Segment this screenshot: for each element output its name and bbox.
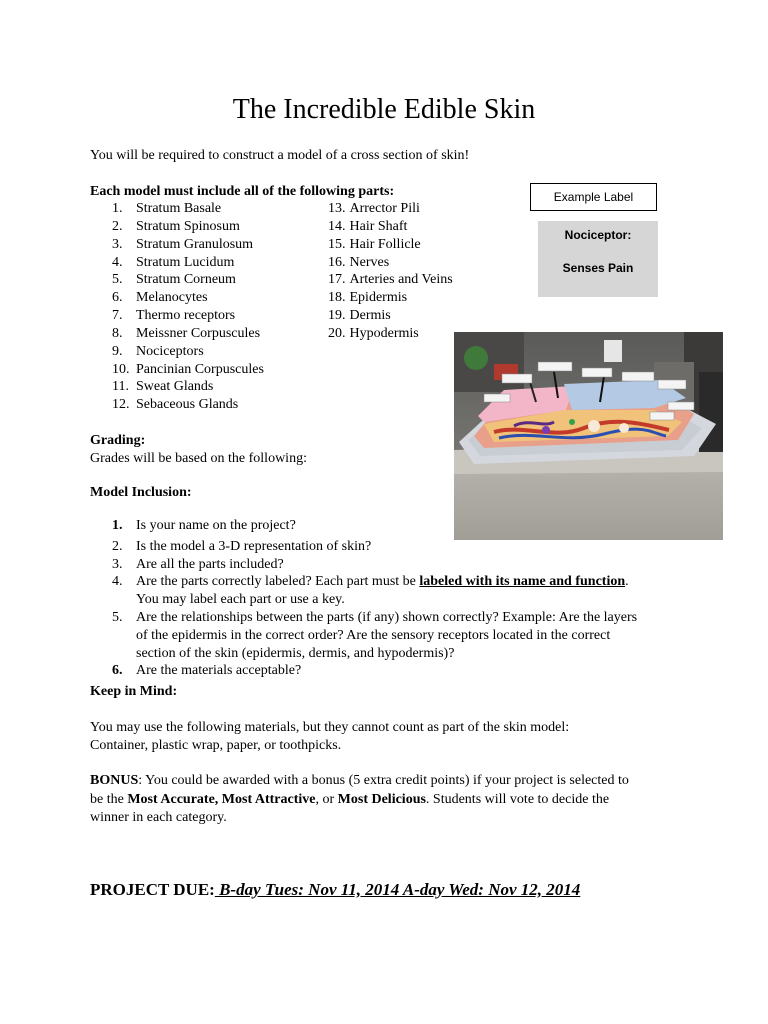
list-item-number: 13. (328, 201, 346, 216)
parts-heading: Each model must include all of the following parts: (90, 184, 395, 199)
bonus-text: be the (90, 792, 128, 807)
criteria-text: Is your name on the project? (136, 518, 296, 533)
bonus-paragraph (90, 771, 629, 790)
parts-list-left (112, 200, 264, 414)
list-item-label: Hair Shaft (349, 218, 408, 234)
criteria-text-part: . (625, 574, 629, 589)
list-item-label: Pancinian Corpuscules (136, 361, 264, 377)
list-item (328, 289, 453, 307)
list-item-number: 11. (112, 379, 129, 395)
list-item (328, 325, 453, 343)
list-item-number: 3. (112, 236, 123, 252)
list-item-label: Arteries and Veins (349, 272, 453, 288)
project-due (90, 879, 580, 901)
criteria-number: 5. (112, 610, 123, 625)
list-item-label: Stratum Corneum (136, 272, 236, 288)
criteria-text: You may label each part or use a key. (136, 592, 345, 607)
list-item-label: Nociceptors (136, 343, 204, 359)
criteria-text: Is the model a 3-D representation of skin? (136, 539, 372, 554)
grading-heading: Grading: (90, 433, 146, 448)
bonus-text: : You could be awarded with a bonus (5 extra credit points) if your project is selected to (138, 773, 629, 788)
list-item-number: 17. (328, 272, 346, 288)
bonus-text: . Students will vote to decide the (425, 792, 610, 807)
bonus-category: Most Delicious (337, 792, 426, 807)
list-item (328, 236, 453, 254)
list-item (328, 307, 453, 325)
list-item (112, 325, 264, 343)
list-item-label: Sweat Glands (136, 379, 214, 395)
bonus-category: Most Accurate, Most Attractive (127, 792, 316, 807)
list-item-number: 5. (112, 272, 123, 288)
list-item-number: 16. (328, 254, 346, 270)
example-card-title: Nociceptor: (564, 228, 632, 242)
model-inclusion-heading: Model Inclusion: (90, 485, 192, 500)
example-card-function: Senses Pain (562, 261, 634, 275)
keep-in-mind-heading: Keep in Mind: (90, 684, 178, 699)
list-item (112, 307, 264, 325)
list-item (112, 218, 264, 236)
list-item (328, 218, 453, 236)
parts-list-right (328, 200, 453, 343)
skin-model-photo (454, 332, 723, 540)
criteria-text-part: Are the parts correctly labeled? Each part must be (136, 574, 420, 589)
list-item-number: 12. (112, 397, 130, 413)
list-item-label: Hypodermis (349, 325, 419, 341)
list-item-label: Meissner Corpuscules (136, 325, 261, 341)
list-item (112, 396, 264, 414)
keep-in-mind-text: Container, plastic wrap, paper, or toothpicks. (90, 738, 342, 753)
list-item (112, 271, 264, 289)
list-item (112, 361, 264, 379)
criteria-number: 3. (112, 557, 123, 572)
list-item (112, 289, 264, 307)
list-item-label: Stratum Granulosum (136, 236, 254, 252)
list-item-label: Epidermis (349, 290, 408, 306)
criteria-text: Are the relationships between the parts (if any) shown correctly? Example: Are the layers (136, 610, 638, 625)
list-item (112, 236, 264, 254)
list-item (112, 254, 264, 272)
list-item-number: 8. (112, 325, 123, 341)
example-label-box: Example Label (530, 183, 657, 211)
page-title: The Incredible Edible Skin (232, 94, 536, 125)
list-item-label: Stratum Spinosum (136, 218, 240, 234)
criteria-text (136, 573, 629, 591)
list-item (112, 378, 264, 396)
list-item-label: Thermo receptors (136, 308, 236, 324)
list-item-number: 10. (112, 361, 130, 377)
list-item-number: 4. (112, 254, 123, 270)
criteria-number: 2. (112, 539, 123, 554)
list-item-number: 2. (112, 218, 123, 234)
list-item (328, 254, 453, 272)
criteria-number: 6. (112, 663, 123, 678)
list-item-number: 7. (112, 308, 123, 324)
bonus-text: winner in each category. (90, 810, 227, 825)
list-item-number: 18. (328, 290, 346, 306)
bonus-paragraph (90, 790, 609, 809)
example-card (538, 221, 658, 297)
list-item (328, 200, 453, 218)
criteria-number: 4. (112, 574, 123, 589)
list-item-number: 19. (328, 308, 346, 324)
list-item-number: 9. (112, 343, 123, 359)
bonus-paragraph (90, 808, 227, 827)
list-item-label: Hair Follicle (349, 236, 421, 252)
list-item-label: Nerves (349, 254, 390, 270)
due-dates: B-day Tues: Nov 11, 2014 A-day Wed: Nov 12, 2014 (214, 880, 581, 899)
due-label: PROJECT DUE: (90, 880, 215, 899)
list-item-number: 20. (328, 325, 346, 341)
list-item-number: 1. (112, 201, 123, 216)
criteria-number: 1. (112, 518, 123, 533)
bonus-text: , or (315, 792, 338, 807)
criteria-text: of the epidermis in the correct order? Are the sensory receptors located in the correct (136, 628, 611, 643)
list-item-label: Stratum Basale (136, 201, 222, 216)
list-item-label: Melanocytes (136, 290, 208, 306)
criteria-text: section of the skin (epidermis, dermis, and hypodermis)? (136, 646, 455, 661)
list-item-label: Dermis (349, 308, 391, 324)
grading-text: Grades will be based on the following: (90, 451, 307, 466)
criteria-text: Are the materials acceptable? (136, 663, 302, 678)
bonus-label: BONUS (90, 773, 139, 788)
list-item (112, 200, 264, 218)
criteria-text: Are all the parts included? (136, 557, 284, 572)
list-item-number: 14. (328, 218, 346, 234)
list-item (328, 271, 453, 289)
keep-in-mind-text: You may use the following materials, but they cannot count as part of the skin model: (90, 720, 570, 735)
list-item-number: 15. (328, 236, 346, 252)
list-item-label: Stratum Lucidum (136, 254, 235, 270)
criteria-emphasis: labeled with its name and function (419, 574, 626, 589)
list-item (112, 343, 264, 361)
list-item-label: Arrector Pili (349, 201, 420, 216)
intro-text: You will be required to construct a model of a cross section of skin! (90, 148, 470, 163)
list-item-number: 6. (112, 290, 123, 306)
list-item-label: Sebaceous Glands (136, 397, 239, 413)
